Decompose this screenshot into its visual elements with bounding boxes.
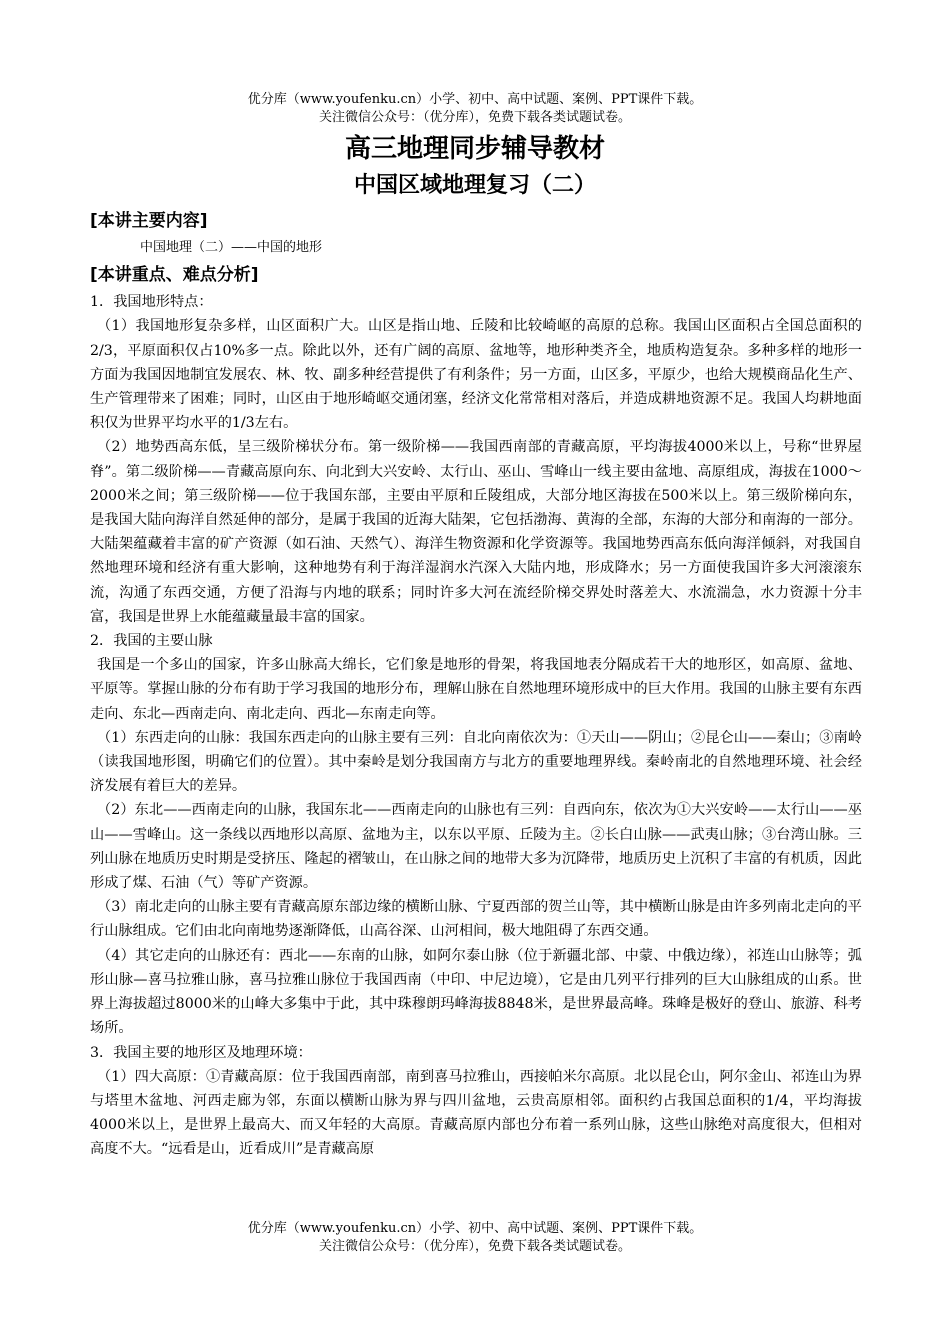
document-title: 高三地理同步辅导教材 <box>344 134 605 164</box>
content-summary: 中国地理（二）——中国的地形 <box>140 240 323 255</box>
paragraph-mountains-intro: 我国是一个多山的国家，许多山脉高大绵长，它们象是地形的骨架，将我国地表分隔成若干大的地形区，如高原、盆地、平原等。掌握山脉的分布有助于学习我国的地形分布，理解山脉在自然地理环境形成中的巨大作用。我国的山脉主要有东西走向、东北—西南走向、南北走向、西北—东南走向等。 <box>90 657 862 722</box>
point-3-heading: 3．我国主要的地形区及地理环境： <box>90 1044 312 1061</box>
header-line-1: 优分库（www.youfenku.cn）小学、初中、高中试题、案例、PPT课件下载。 <box>247 92 703 107</box>
page-footer <box>0 1220 950 1256</box>
document-body <box>90 206 862 1162</box>
footer-line-2: 关注微信公众号：（优分库），免费下载各类试题试卷。 <box>318 1239 631 1254</box>
paragraph-three-steps: （2）地势西高东低，呈三级阶梯状分布。第一级阶梯——我国西南部的青藏高原，平均海拔4000米以上，号称“世界屋脊”。第二级阶梯——青藏高原向东、向北到大兴安岭、太行山、巫山、雪峰山一线主要由盆地、高原组成，海拔在1000～2000米之间；第三级阶梯——位于我国东部，主要由平原和丘陵组成，大部分地区海拔在500米以上。第三级阶梯向东，是我国大陆向海洋自然延伸的部分，是属于我国的近海大陆架，它包括渤海、黄海的全部，东海的大部分和南海的一部分。大陆架蕴藏着丰富的矿产资源（如石油、天然气）、海洋生物资源和化学资源等。我国地势西高东低向海洋倾斜，对我国自然地理环境和经济有重大影响，这种地势有利于海洋湿润水汽深入大陆内地，形成降水；另一方面使我国许多大河滚滚东流，沟通了东西交通，方便了沿海与内地的联系；同时许多大河在流经阶梯交界处时落差大、水流湍急，水力资源十分丰富，我国是世界上水能蕴藏量最丰富的国家。 <box>90 439 862 625</box>
paragraph-terrain-diversity: （1）我国地形复杂多样，山区面积广大。山区是指山地、丘陵和比较崎岖的高原的总称。我国山区面积占全国总面积的2/3，平原面积仅占10%多一点。除此以外，还有广阔的高原、盆地等，地形种类齐全，地质构造复杂。多种多样的地形一方面为我国因地制宜发展农、林、牧、副多种经营提供了有利条件；另一方面，山区多，平原少，也给大规模商品化生产、生产管理带来了困难；同时，山区由于地形崎岖交通闭塞，经济文化常常相对落后，并造成耕地资源不足。我国人均耕地面积仅为世界平均水平的1/3左右。 <box>90 318 862 432</box>
paragraph-other-mountains: （4）其它走向的山脉还有：西北——东南的山脉，如阿尔泰山脉（位于新疆北部、中蒙、中俄边缘），祁连山山脉等；弧形山脉—喜马拉雅山脉，喜马拉雅山脉位于我国西南（中印、中尼边境），它是由几列平行排列的巨大山脉组成的山系。世界上海拔超过8000米的山峰大多集中于此，其中珠穆朗玛峰海拔8848米，是世界最高峰。珠峰是极好的登山、旅游、科考场所。 <box>90 947 862 1037</box>
footer-line-1: 优分库（www.youfenku.cn）小学、初中、高中试题、案例、PPT课件下载。 <box>247 1221 703 1236</box>
paragraph-east-west-mountains: （1）东西走向的山脉：我国东西走向的山脉主要有三列：自北向南依次为：①天山——阴山；②昆仑山——秦山；③南岭（读我国地形图，明确它们的位置）。其中秦岭是划分我国南方与北方的重要地理界线。秦岭南北的自然地理环境、社会经济发展有着巨大的差异。 <box>90 729 862 795</box>
paragraph-northeast-southwest-mountains: （2）东北——西南走向的山脉，我国东北——西南走向的山脉也有三列：自西向东，依次为①大兴安岭——太行山——巫山——雪峰山。这一条线以西地形以高原、盆地为主，以东以平原、丘陵为主。②长白山脉——武夷山脉；③台湾山脉。三列山脉在地质历史时期是受挤压、隆起的褶皱山，在山脉之间的地带大多为沉降带，地质历史上沉积了丰富的有机质，因此形成了煤、石油（气）等矿产资源。 <box>90 802 862 892</box>
section-heading-analysis: [本讲重点、难点分析] <box>90 265 259 286</box>
header-line-2: 关注微信公众号：（优分库），免费下载各类试题试卷。 <box>318 110 631 125</box>
page-header <box>0 91 950 127</box>
document-subtitle: 中国区域地理复习（二） <box>353 173 596 198</box>
point-2-heading: 2．我国的主要山脉 <box>90 633 213 650</box>
section-heading-content: [本讲主要内容] <box>90 211 208 231</box>
point-1-heading: 1．我国地形特点： <box>90 294 213 311</box>
paragraph-four-plateaus: （1）四大高原：①青藏高原：位于我国西南部，南到喜马拉雅山，西接帕米尔高原。北以昆仑山，阿尔金山、祁连山为界与塔里木盆地、河西走廊为邻，东面以横断山脉为界与四川盆地，云贵高原相邻。面积约占我国总面积的1/4，平均海拔4000米以上，是世界上最高大、而又年轻的大高原。青藏高原内部也分布着一系列山脉，这些山脉绝对高度很大，但相对高度不大。“远看是山，近看成川”是青藏高原 <box>90 1068 862 1158</box>
paragraph-north-south-mountains: （3）南北走向的山脉主要有青藏高原东部边缘的横断山脉、宁夏西部的贺兰山等，其中横断山脉是由许多列南北走向的平行山脉组成。它们由北向南地势逐渐降低，山高谷深、山河相间，极大地阻碍了东西交通。 <box>90 899 862 940</box>
